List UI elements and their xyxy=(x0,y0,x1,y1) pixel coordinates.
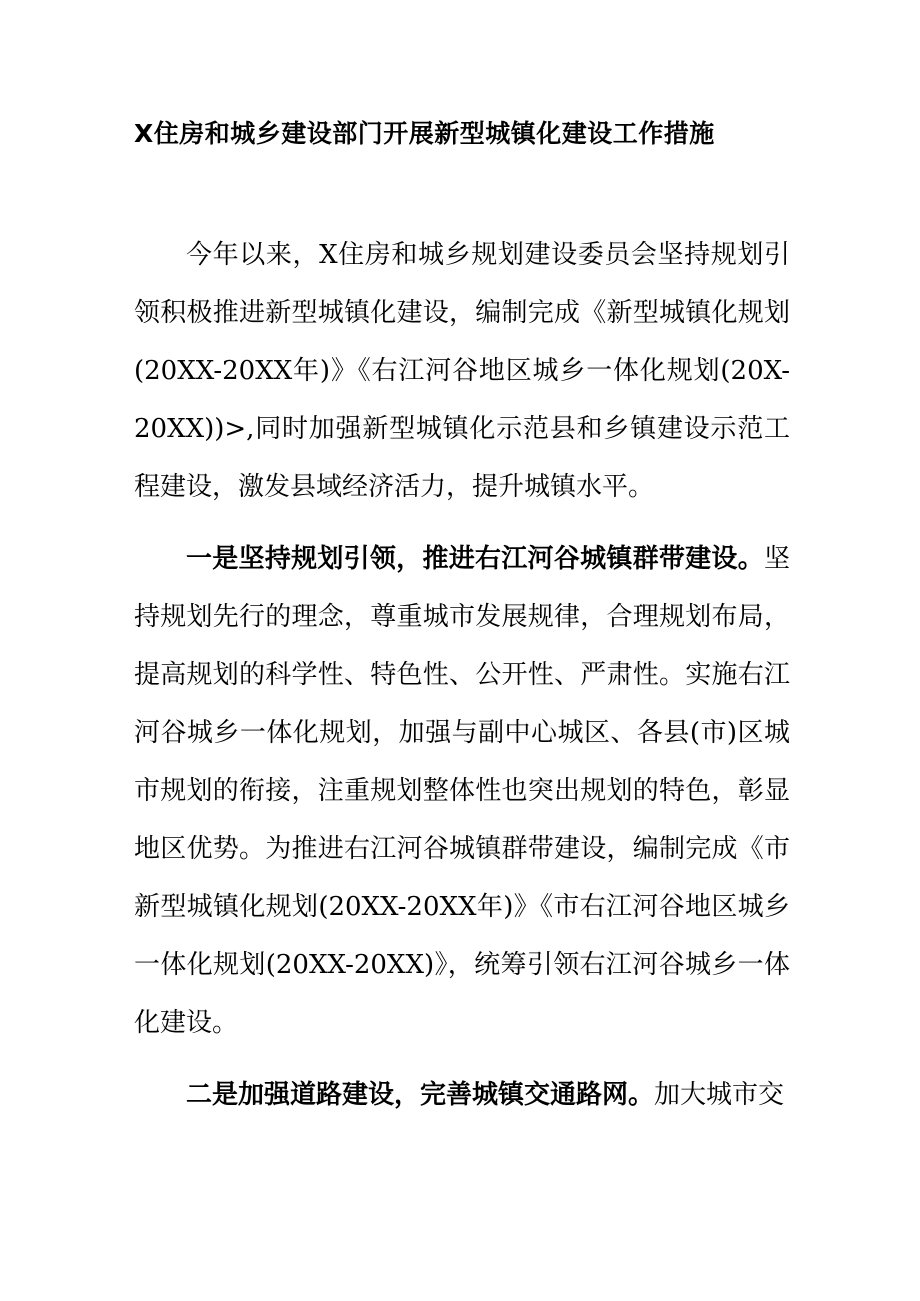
paragraph-text: 今年以来，X住房和城乡规划建设委员会坚持规划引领积极推进新型城镇化建设，编制完成《新型城镇化规划(20XX-20XX年)》《右江河谷地区城乡一体化规划(20X-20XX))>,同时加强新型城镇化示范县和乡镇建设示范工程建设，激发县域经济活力，提升城镇水平。 xyxy=(134,240,790,502)
document-title: X住房和城乡建设部门开展新型城镇化建设工作措施 xyxy=(134,119,715,148)
paragraph-intro xyxy=(134,226,790,516)
paragraph-lead: 一是坚持规划引领，推进右江河谷城镇群带建设。 xyxy=(186,544,764,574)
document-body xyxy=(134,226,790,1138)
paragraph-text: 坚持规划先行的理念，尊重城市发展规律，合理规划布局，提高规划的科学性、特色性、公开性、严肃性。实施右江河谷城乡一体化规划，加强与副中心城区、各县(市)区城市规划的衔接，注重规划整体性也突出规划的特色，彰显地区优势。为推进右江河谷城镇群带建设，编制完成《市新型城镇化规划(20XX-20XX年)》《市右江河谷地区城乡一体化规划(20XX-20XX)》，统筹引领右江河谷城乡一体化建设。 xyxy=(134,544,790,1038)
paragraph-roads xyxy=(134,1066,790,1124)
paragraph-planning xyxy=(134,530,790,1052)
paragraph-text: 加大城市交 xyxy=(654,1080,785,1110)
paragraph-lead: 二是加强道路建设，完善城镇交通路网。 xyxy=(186,1080,655,1110)
